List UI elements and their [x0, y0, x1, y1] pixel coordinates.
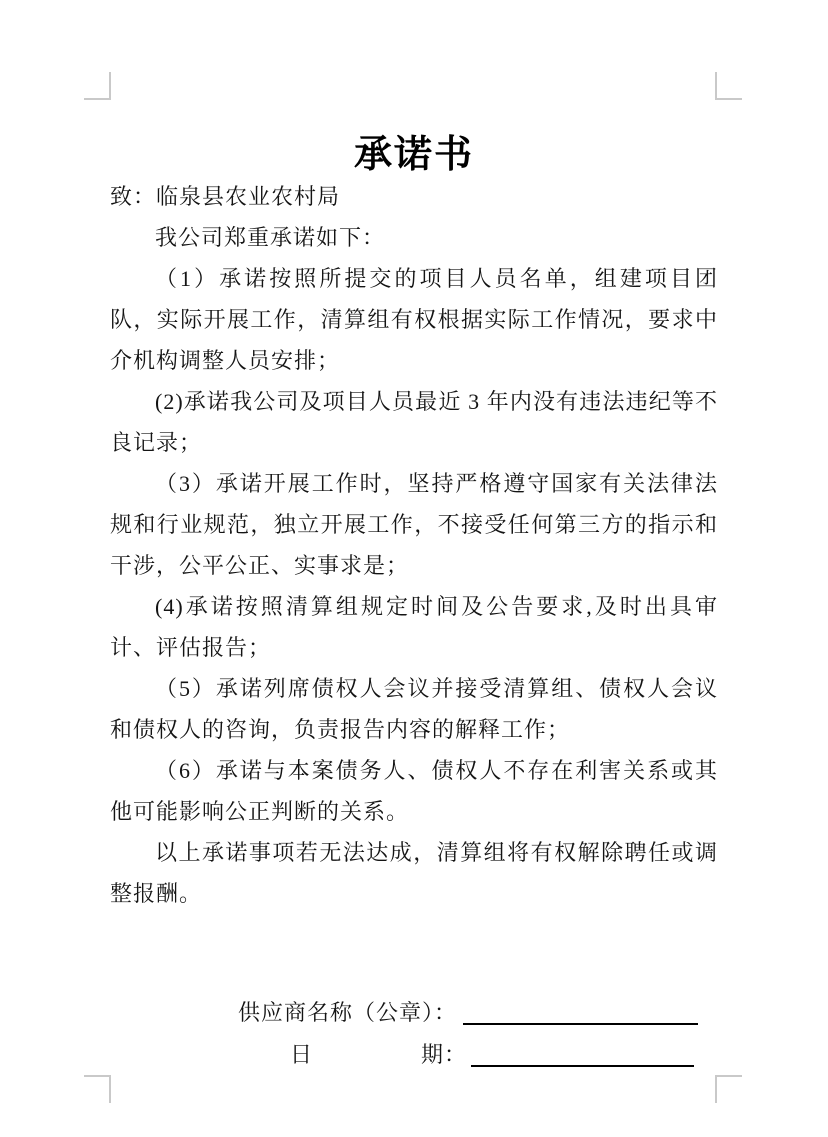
margin-crop-mark-top-right [715, 72, 742, 100]
margin-crop-mark-bottom-left [84, 1075, 111, 1103]
commitment-item-4: (4)承诺按照清算组规定时间及公告要求,及时出具审计、评估报告； [110, 594, 718, 660]
document-content [110, 0, 718, 1137]
date-blank-line[interactable] [471, 1035, 694, 1067]
commitment-item-1: （1）承诺按照所提交的项目人员名单，组建项目团队，实际开展工作，清算组有权根据实际工作情况，要求中介机构调整人员安排； [110, 266, 718, 373]
intro-line: 我公司郑重承诺如下： [155, 225, 386, 250]
supplier-name-blank-line[interactable] [463, 993, 698, 1025]
document-title: 承诺书 [353, 134, 474, 176]
supplier-name-label: 供应商名称（公章）： [238, 1000, 458, 1025]
date-row [290, 1034, 718, 1076]
margin-crop-mark-top-left [84, 72, 111, 100]
closing-paragraph: 以上承诺事项若无法达成，清算组将有权解除聘任或调整报酬。 [110, 840, 718, 906]
date-label-left: 日 [290, 1042, 314, 1067]
signature-block [110, 992, 718, 1076]
commitment-item-2: (2)承诺我公司及项目人员最近 3 年内没有违法违纪等不良记录； [110, 389, 718, 455]
commitment-item-3: （3）承诺开展工作时，坚持严格遵守国家有关法律法规和行业规范，独立开展工作，不接受任何第三方的指示和干涉，公平公正、实事求是； [110, 471, 718, 578]
margin-crop-mark-bottom-right [715, 1075, 742, 1103]
supplier-name-row [238, 992, 718, 1034]
commitment-item-5: （5）承诺列席债权人会议并接受清算组、债权人会议和债权人的咨询，负责报告内容的解释工作； [110, 676, 718, 742]
commitment-item-6: （6）承诺与本案债务人、债权人不存在利害关系或其他可能影响公正判断的关系。 [110, 758, 718, 824]
date-label-right: 期： [421, 1042, 468, 1067]
salutation-line: 致：临泉县农业农村局 [110, 184, 341, 209]
